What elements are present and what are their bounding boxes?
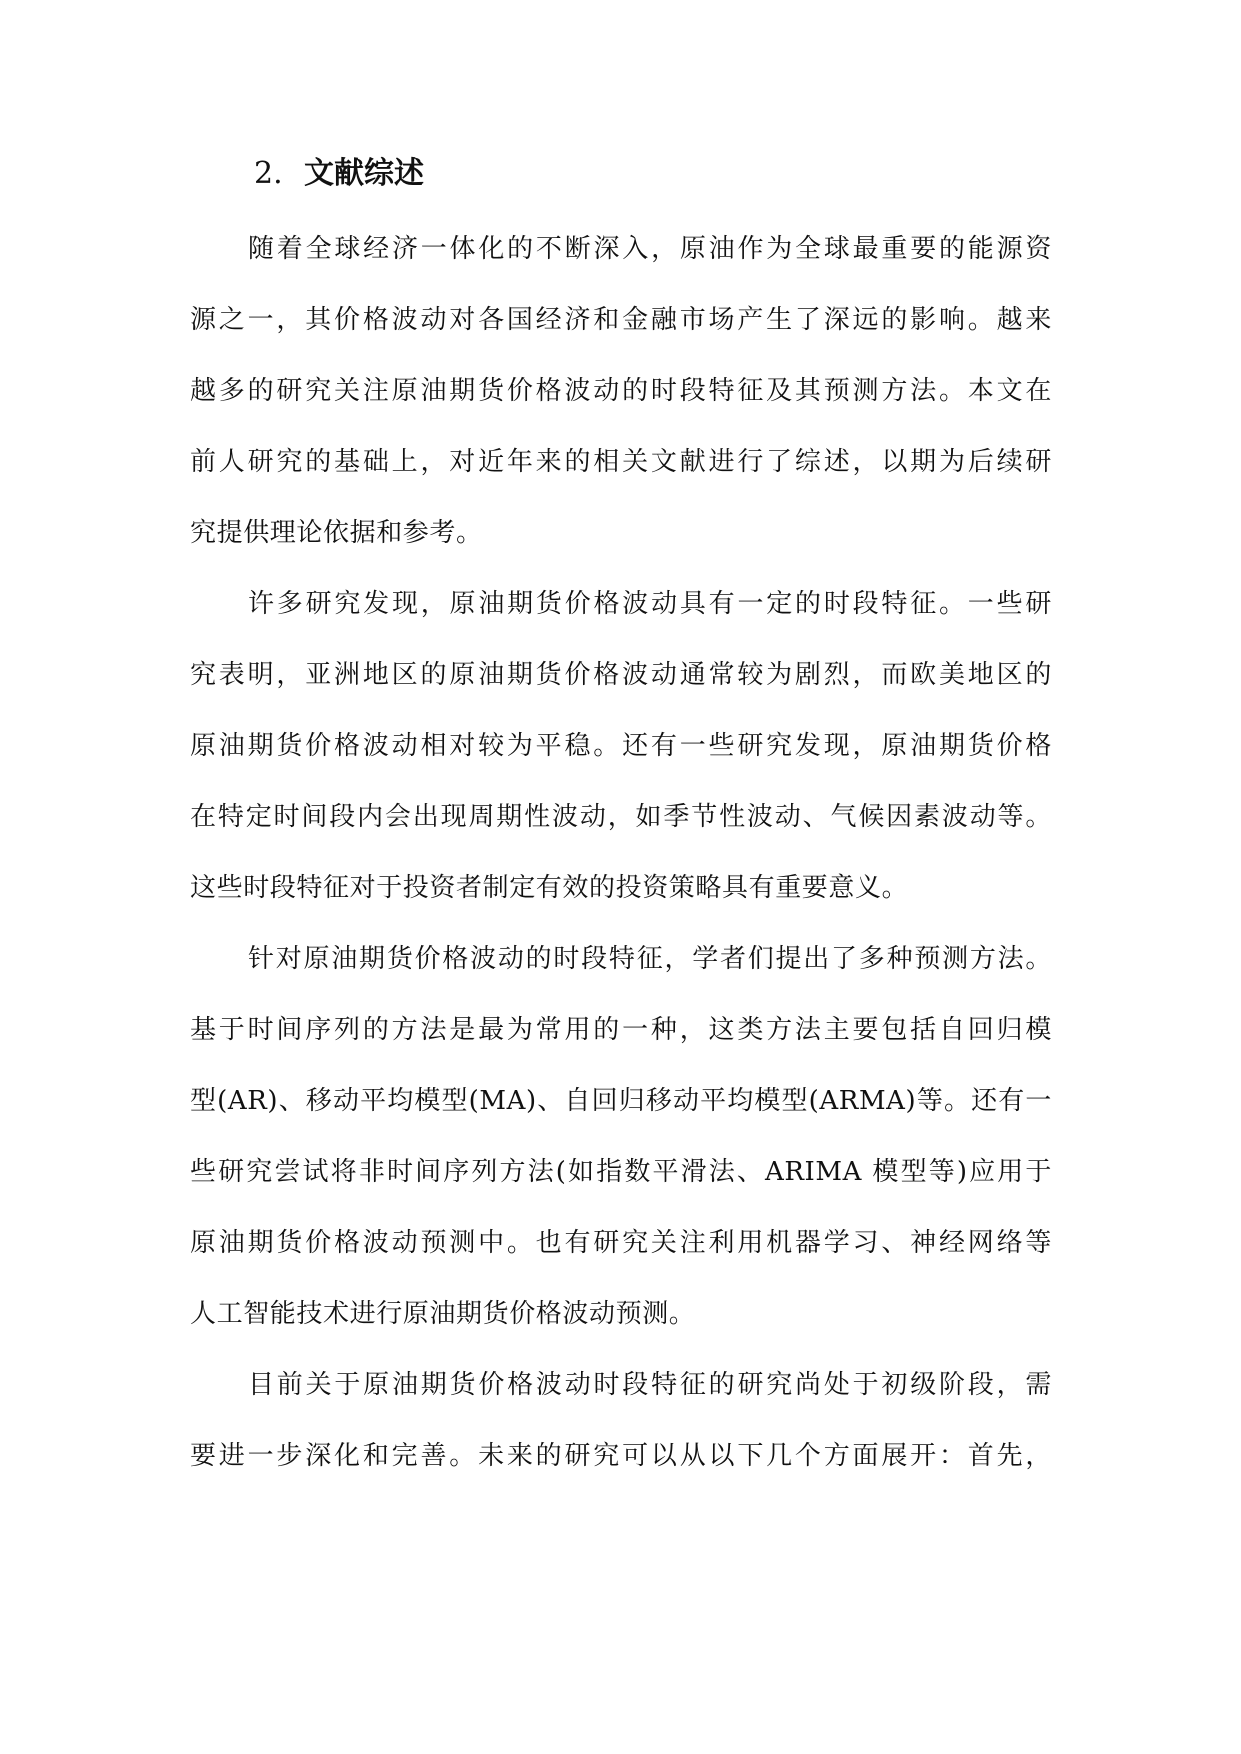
paragraph-4-line-2: 要进一步深化和完善。未来的研究可以从以下几个方面展开：首先， (190, 1441, 1052, 1471)
paragraph-3-line-5: 原油期货价格波动预测中。也有研究关注利用机器学习、神经网络等 (190, 1228, 1052, 1258)
paragraph-3-line-1: 针对原油期货价格波动的时段特征，学者们提出了多种预测方法。 (248, 944, 1052, 974)
paragraph-3-line-3: 型(AR)、移动平均模型(MA)、自回归移动平均模型(ARMA)等。还有一 (190, 1086, 1052, 1116)
paragraph-3-line-4: 些研究尝试将非时间序列方法(如指数平滑法、ARIMA 模型等)应用于 (190, 1157, 1052, 1187)
paragraph-4-line-1: 目前关于原油期货价格波动时段特征的研究尚处于初级阶段，需 (248, 1370, 1052, 1400)
paragraph-1-line-2: 源之一，其价格波动对各国经济和金融市场产生了深远的影响。越来 (190, 305, 1052, 335)
paragraph-3-line-6: 人工智能技术进行原油期货价格波动预测。 (190, 1299, 696, 1329)
paragraph-1-line-4: 前人研究的基础上，对近年来的相关文献进行了综述，以期为后续研 (190, 447, 1052, 477)
paragraph-2-line-5: 这些时段特征对于投资者制定有效的投资策略具有重要意义。 (190, 873, 909, 903)
paragraph-2-line-2: 究表明，亚洲地区的原油期货价格波动通常较为剧烈，而欧美地区的 (190, 660, 1052, 690)
paragraph-2-line-1: 许多研究发现，原油期货价格波动具有一定的时段特征。一些研 (248, 589, 1052, 619)
paragraph-1-line-3: 越多的研究关注原油期货价格波动的时段特征及其预测方法。本文在 (190, 376, 1052, 406)
paragraph-1-line-5: 究提供理论依据和参考。 (190, 518, 483, 548)
paragraph-1-line-1: 随着全球经济一体化的不断深入，原油作为全球最重要的能源资 (248, 234, 1052, 264)
section-title: 文献综述 (304, 156, 424, 191)
section-heading (254, 148, 424, 200)
paragraph-2-line-3: 原油期货价格波动相对较为平稳。还有一些研究发现，原油期货价格 (190, 731, 1052, 761)
paragraph-2-line-4: 在特定时间段内会出现周期性波动，如季节性波动、气候因素波动等。 (190, 802, 1052, 832)
section-number: 2. (254, 156, 283, 191)
paragraph-3-line-2: 基于时间序列的方法是最为常用的一种，这类方法主要包括自回归模 (190, 1015, 1052, 1045)
